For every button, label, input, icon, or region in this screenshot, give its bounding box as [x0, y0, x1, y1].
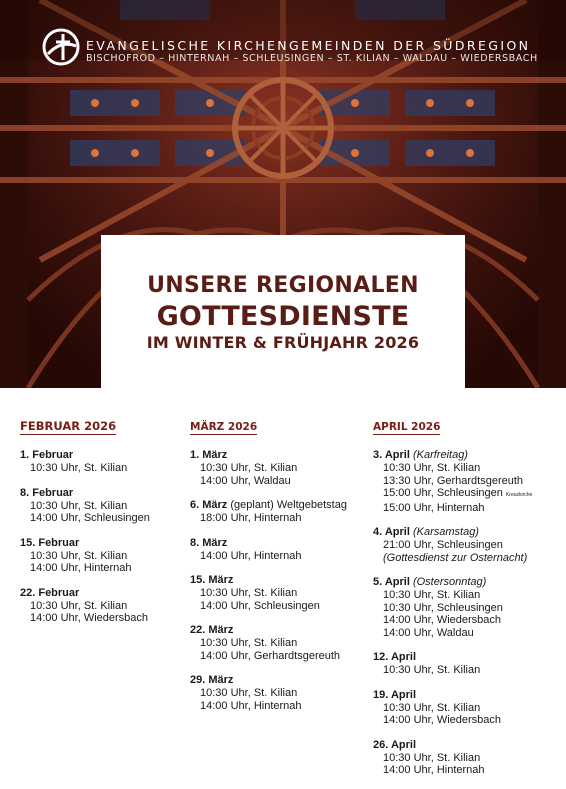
event-time-location	[20, 612, 188, 625]
event-date	[373, 651, 563, 664]
event-time-location	[190, 550, 370, 563]
event-item	[20, 537, 188, 575]
event-line-text: 10:30 Uhr, St. Kilian	[200, 687, 298, 699]
event-date	[373, 576, 563, 589]
event-time-location	[373, 475, 563, 488]
event-line-text: 14:00 Uhr, Gerhardtsgereuth	[200, 649, 341, 662]
event-date	[190, 499, 370, 512]
event-date-label: 15. Februar	[20, 536, 80, 549]
event-line-text: 10:30 Uhr, St. Kilian	[200, 637, 298, 649]
event-note: (Ostersonntag)	[412, 576, 487, 588]
event-item	[20, 487, 188, 525]
event-time-location	[373, 589, 563, 602]
event-note: (geplant) Weltgebetstag	[230, 499, 347, 511]
event-item	[373, 651, 563, 677]
event-time-location	[20, 562, 188, 575]
event-item	[190, 499, 370, 525]
event-date-label: 4. April	[373, 526, 410, 538]
event-item	[373, 526, 563, 564]
event-time-location	[20, 500, 188, 513]
event-line-text: 10:30 Uhr, Schleusingen	[383, 601, 503, 614]
event-item	[20, 449, 188, 475]
event-line-text: 10:30 Uhr, St. Kilian	[30, 549, 128, 562]
event-note: (Karfreitag)	[412, 449, 468, 461]
event-line-text: 14:00 Uhr, Wiedersbach	[383, 614, 502, 626]
event-date	[20, 487, 188, 500]
month-heading-april: APRIL 2026	[373, 421, 441, 433]
event-time-location	[373, 614, 563, 627]
event-date-label: 12. April	[373, 651, 416, 663]
event-time-location	[373, 602, 563, 615]
event-date-label: 26. April	[373, 738, 416, 751]
event-item	[190, 574, 370, 612]
event-item	[190, 674, 370, 712]
event-line-text: 10:30 Uhr, St. Kilian	[383, 751, 481, 764]
organization-name: EVANGELISCHE KIRCHENGEMEINDEN DER SÜDREGION	[86, 38, 531, 53]
event-line-text: 15:00 Uhr, Hinternah	[383, 501, 485, 514]
event-item	[373, 739, 563, 777]
event-date	[20, 587, 188, 600]
event-time-location	[190, 512, 370, 525]
event-date	[190, 574, 370, 587]
column-april	[373, 417, 563, 789]
event-line-text: 14:00 Uhr, Schleusingen	[30, 512, 150, 524]
event-date-label: 5. April	[373, 576, 410, 588]
event-line-text: 14:00 Uhr, Hinternah	[30, 562, 132, 574]
event-date-label: 3. April	[373, 449, 410, 461]
events-february	[20, 449, 188, 625]
event-line-text: 10:30 Uhr, St. Kilian	[30, 499, 128, 512]
event-time-location	[190, 475, 370, 488]
title-box	[101, 235, 465, 389]
event-time-location	[20, 550, 188, 563]
event-date-label: 29. März	[190, 674, 234, 686]
event-date	[373, 689, 563, 702]
event-time-location	[373, 764, 563, 777]
event-line-text: 15:00 Uhr, Schleusingen	[383, 487, 503, 499]
event-line-text: 10:30 Uhr, St. Kilian	[200, 587, 298, 599]
church-logo-icon	[42, 28, 80, 66]
event-date-label: 8. März	[190, 536, 228, 549]
event-date	[190, 674, 370, 687]
event-date	[190, 449, 370, 462]
event-time-location	[190, 587, 370, 600]
events-march	[190, 449, 370, 712]
event-date-label: 6. März	[190, 499, 228, 511]
event-time-location	[20, 600, 188, 613]
event-item	[190, 624, 370, 662]
event-line-text: 10:30 Uhr, St. Kilian	[383, 589, 481, 601]
event-time-location	[190, 700, 370, 713]
event-small-note: Kreuzkirche	[505, 492, 533, 498]
event-time-location	[190, 637, 370, 650]
event-time-location	[373, 752, 563, 765]
event-time-location	[373, 702, 563, 715]
events-april	[373, 449, 563, 777]
event-line-text: 14:00 Uhr, Schleusingen	[200, 599, 320, 612]
event-line-text: 14:00 Uhr, Waldau	[383, 626, 474, 639]
event-line-text: 14:00 Uhr, Hinternah	[200, 699, 302, 712]
event-item	[373, 689, 563, 727]
event-date	[373, 526, 563, 539]
event-item	[373, 449, 563, 514]
organization-places: BISCHOFROD – HINTERNAH – SCHLEUSINGEN – ST. KILIAN – WALDAU – WIEDERSBACH	[86, 53, 538, 64]
event-line-text: 13:30 Uhr, Gerhardtsgereuth	[383, 474, 524, 487]
event-time-location	[190, 650, 370, 663]
event-line-text: 14:00 Uhr, Wiedersbach	[383, 714, 502, 726]
event-time-location	[190, 462, 370, 475]
event-date-label: 22. Februar	[20, 586, 80, 599]
event-line-text: 10:30 Uhr, St. Kilian	[30, 462, 128, 474]
title-line-1: UNSERE REGIONALEN	[147, 273, 419, 298]
event-line-text: 10:30 Uhr, St. Kilian	[383, 701, 481, 714]
event-time-location	[190, 687, 370, 700]
event-date	[373, 449, 563, 462]
event-line-text: 10:30 Uhr, St. Kilian	[30, 599, 128, 612]
event-time-location	[373, 539, 563, 552]
event-date-label: 22. März	[190, 624, 234, 636]
event-time-location	[373, 502, 563, 515]
event-line-text: 10:30 Uhr, St. Kilian	[383, 664, 481, 676]
event-time-location	[373, 627, 563, 640]
event-date	[20, 537, 188, 550]
event-item	[190, 537, 370, 563]
event-time-location	[190, 600, 370, 613]
event-time-location	[373, 664, 563, 677]
title-line-2: GOTTESDIENSTE	[156, 301, 410, 332]
event-line-text: 21:00 Uhr, Schleusingen	[383, 539, 503, 551]
event-date-label: 15. März	[190, 574, 234, 586]
event-date-label: 1. März	[190, 449, 228, 461]
event-time-location	[373, 462, 563, 475]
event-line-text: 14:00 Uhr, Wiedersbach	[30, 612, 149, 624]
event-date-label: 1. Februar	[20, 449, 74, 461]
event-date	[190, 537, 370, 550]
event-time-location	[20, 462, 188, 475]
event-item	[20, 587, 188, 625]
column-february	[20, 417, 188, 637]
event-line-text: 14:00 Uhr, Hinternah	[200, 549, 302, 562]
event-line-text: 14:00 Uhr, Hinternah	[383, 764, 485, 776]
event-line-text: 18:00 Uhr, Hinternah	[200, 512, 302, 524]
column-march	[190, 417, 370, 724]
event-line-text: 14:00 Uhr, Waldau	[200, 474, 291, 487]
event-date-label: 19. April	[373, 688, 416, 701]
event-time-location	[373, 714, 563, 727]
event-date	[20, 449, 188, 462]
event-date-label: 8. Februar	[20, 486, 74, 499]
event-line-text: 10:30 Uhr, St. Kilian	[383, 462, 481, 474]
event-description: (Gottesdienst zur Osternacht)	[383, 551, 528, 564]
event-item	[190, 449, 370, 487]
month-heading-march: MÄRZ 2026	[190, 421, 258, 433]
month-heading-february: FEBRUAR 2026	[20, 419, 117, 433]
title-line-3: IM WINTER & FRÜHJAHR 2026	[146, 333, 420, 352]
event-note: (Karsamstag)	[412, 526, 479, 538]
event-date	[373, 739, 563, 752]
event-time-location	[373, 487, 563, 502]
event-date	[190, 624, 370, 637]
event-line-text: 10:30 Uhr, St. Kilian	[200, 462, 298, 474]
header	[42, 28, 552, 68]
event-item	[373, 576, 563, 639]
event-time-location	[20, 512, 188, 525]
